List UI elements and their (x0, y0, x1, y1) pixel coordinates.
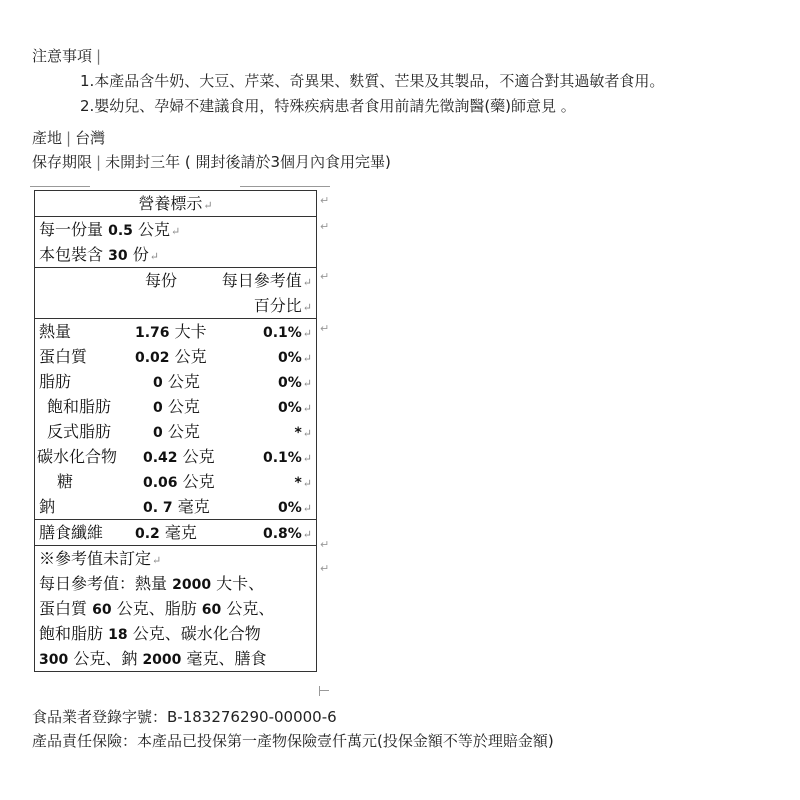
divider: | (96, 153, 102, 171)
shelf-life-line (32, 152, 391, 172)
nutrient-row-energy: 熱量 1.76 大卡 0.1%↵ (39, 322, 312, 341)
notes-item-2: 2.嬰幼兒、孕婦不建議食用，特殊疾病患者食用前請先徵詢醫(藥)師意見 。 (80, 97, 576, 115)
serving-section (35, 216, 316, 267)
notes-heading: 注意事項 (32, 47, 93, 65)
col-daily-ref-2: 百分比↵ (253, 296, 312, 315)
return-mark: ↵ (320, 538, 330, 551)
shelf-life-value: 未開封三年 ( 開封後請於3個月內食用完畢) (105, 153, 391, 171)
reference-section (35, 545, 316, 671)
col-per-serving: 每份 (145, 271, 178, 290)
column-header-row (35, 268, 316, 293)
crop-mark (319, 690, 329, 691)
origin-value: 台灣 (75, 129, 106, 147)
shelf-life-label: 保存期限 (32, 153, 93, 171)
return-mark: ↵ (320, 322, 330, 335)
return-mark: ↵ (320, 562, 330, 575)
nutrient-row-carbohydrate: 碳水化合物 0.42 公克 0.1%↵ (37, 447, 312, 466)
origin-line (32, 128, 105, 148)
table-title-section (35, 191, 316, 216)
nutrient-row-sodium: 鈉 0. 7 毫克 0%↵ (39, 497, 312, 516)
table-title: 營養標示↵ (138, 194, 213, 213)
serving-size-row: 每一份量 0.5 公克↵ (39, 220, 181, 239)
nutrient-row-protein: 蛋白質 0.02 公克 0%↵ (39, 347, 312, 366)
nutrient-row-trans-fat: 反式脂肪 0 公克 *↵ (47, 422, 312, 441)
daily-ref-line-4: 300 公克、鈉 2000 毫克、膳食 (39, 649, 267, 668)
daily-ref-line-2: 蛋白質 60 公克、脂肪 60 公克、 (39, 599, 275, 618)
notes-item-1: 1.本產品含牛奶、大豆、芹菜、奇異果、麩質、芒果及其製品，不適合對其過敏者食用。 (80, 72, 665, 90)
registration-number: 食品業者登錄字號：B-183276290-00000-6 (32, 708, 337, 726)
servings-row: 本包裝含 30 份↵ (39, 245, 159, 264)
col-daily-ref: 每日參考值↵ (221, 271, 312, 290)
reference-note: ※參考值未訂定↵ (39, 549, 162, 568)
nutrition-table (34, 190, 317, 672)
daily-ref-line-3: 飽和脂肪 18 公克、碳水化合物 (39, 624, 261, 643)
nutrient-row-saturated-fat: 飽和脂肪 0 公克 0%↵ (47, 397, 312, 416)
divider: | (96, 47, 102, 65)
column-header-section (35, 267, 316, 318)
daily-ref-line-1: 每日參考值：熱量 2000 大卡、 (39, 574, 265, 593)
crop-mark (240, 186, 330, 187)
crop-mark (30, 186, 90, 187)
notes-heading-line (32, 46, 105, 66)
nutrients-section (35, 318, 316, 519)
divider: | (66, 129, 72, 147)
return-mark: ↵ (320, 270, 330, 283)
insurance-note: 產品責任保險：本產品已投保第一產物保險壹仟萬元(投保金額不等於理賠金額) (32, 732, 554, 750)
return-mark: ↵ (320, 220, 330, 233)
crop-mark (319, 686, 320, 696)
nutrient-row-dietary-fiber: 膳食纖維 0.2 毫克 0.8%↵ (39, 523, 312, 542)
nutrient-row-fat: 脂肪 0 公克 0%↵ (39, 372, 312, 391)
nutrient-row-sugar: 糖 0.06 公克 *↵ (57, 472, 312, 491)
fiber-section (35, 519, 316, 545)
column-header-row-2 (35, 293, 316, 318)
origin-label: 產地 (32, 129, 63, 147)
return-mark: ↵ (320, 194, 330, 207)
